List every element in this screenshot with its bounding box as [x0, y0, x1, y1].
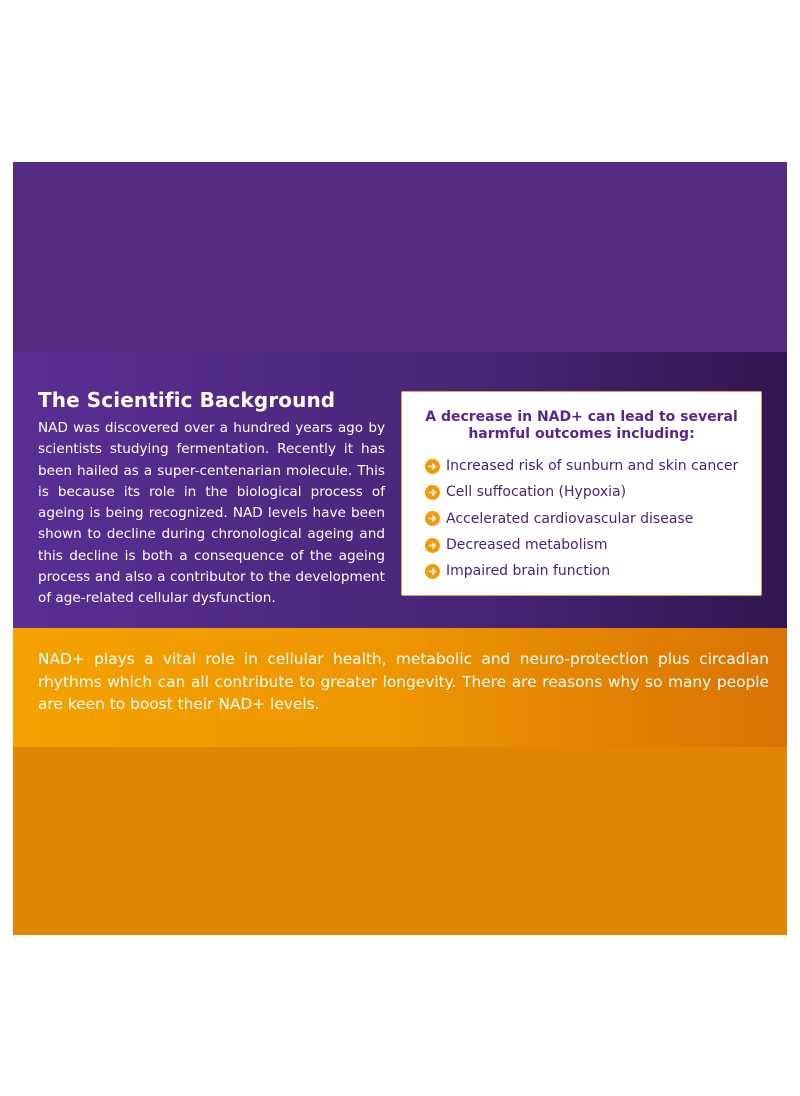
- nad-role-paragraph: NAD+ plays a vital role in cellular health, metabolic and neuro-protection plus circadian rhythms which can all contribute to greater longevity. There are reasons why so many people are keen to boost their NAD+ levels.: [38, 650, 769, 713]
- list-item: [425, 479, 761, 505]
- list-item-text: Increased risk of sunburn and skin cancer: [446, 458, 739, 475]
- list-item-text: Decreased metabolism: [446, 537, 608, 554]
- arrow-right-circle-icon: [425, 538, 440, 553]
- list-item: [425, 453, 761, 479]
- list-item-text: Impaired brain function: [446, 563, 611, 580]
- arrow-right-circle-icon: [425, 485, 440, 500]
- list-item: [425, 558, 761, 584]
- nad-info-banner: [13, 162, 787, 935]
- purple-header-band: [13, 162, 787, 352]
- orange-footer-band: [13, 747, 787, 935]
- list-item: [425, 506, 761, 532]
- arrow-right-circle-icon: [425, 511, 440, 526]
- list-item: [425, 532, 761, 558]
- harmful-outcomes-card: [401, 391, 762, 596]
- list-item-text: Accelerated cardiovascular disease: [446, 510, 694, 527]
- heading-line-2: harmful outcomes including:: [468, 426, 695, 442]
- harmful-outcomes-heading: [412, 409, 751, 443]
- arrow-right-circle-icon: [425, 459, 440, 474]
- section-body: NAD was discovered over a hundred years ago by scientists studying fermentation. Recently it has been hailed as a super-centenarian molecule. This is because its role in the biological process of ageing is being recognized. NAD levels have been shown to decline during chronological ageing and this decline is both a consequence of the ageing process and also a contributor to the development of age-related cellular dysfunction.: [38, 420, 385, 607]
- arrow-right-circle-icon: [425, 564, 440, 579]
- section-title: The Scientific Background: [38, 388, 336, 412]
- outcomes-list: [425, 453, 761, 584]
- list-item-text: Cell suffocation (Hypoxia): [446, 484, 627, 501]
- heading-line-1: A decrease in NAD+ can lead to several: [425, 409, 738, 425]
